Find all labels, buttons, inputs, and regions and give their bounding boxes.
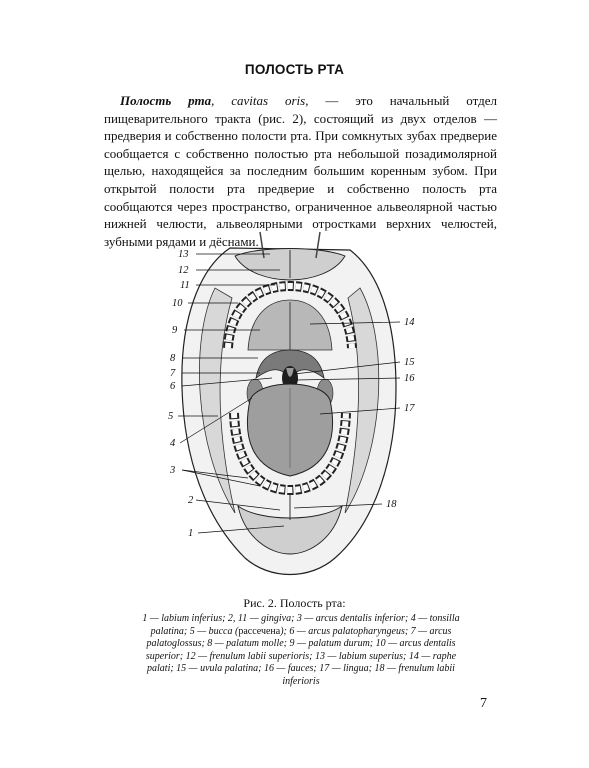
label-1: 1 — [188, 528, 194, 539]
body-paragraph — [104, 92, 497, 250]
label-7: 7 — [170, 368, 176, 379]
label-5: 5 — [168, 411, 174, 422]
label-18: 18 — [386, 499, 397, 510]
oral-cavity-drawing — [160, 228, 420, 590]
section-heading: ПОЛОСТЬ РТА — [244, 62, 345, 77]
label-8: 8 — [170, 353, 176, 364]
oral-cavity-illustration — [160, 228, 420, 595]
label-13: 13 — [178, 249, 189, 260]
paragraph-body: , — это начальный отдел пищеварительного тракта (рис. 2), состоящий из двух отделов — предверия и собственно полости рта. При сомкнутых зубах предверие сообщается с собственно полостью рта небольшой позадимолярной щелью, находящейся за последним большим коренным зубом. При открытой полости рта предверие и собственно полость рта сообщаются через пространство, ограниченное альвеолярной частью нижней челюсти, альвеолярными отростками верхних челюстей, зубными рядами и дёснами. — [104, 93, 497, 249]
label-6: 6 — [170, 381, 176, 392]
label-16: 16 — [404, 373, 415, 384]
page-number: 7 — [480, 696, 487, 711]
legend-parenthetical: рассечена — [238, 625, 281, 637]
legend-part-a: 1 — labium inferius; 2, 11 — gingiva; 3 — arcus dentalis inferior; 4 — tonsilla palatina; 5 — bucca ( — [142, 613, 460, 637]
term-separator: , — [211, 93, 232, 108]
label-15: 15 — [404, 357, 415, 368]
latin-term: cavitas oris — [231, 93, 306, 108]
figure-caption-title: Рис. 2. Полость рта: — [243, 596, 346, 610]
label-14: 14 — [404, 317, 415, 328]
label-2: 2 — [188, 495, 194, 506]
label-10: 10 — [172, 298, 183, 309]
label-3: 3 — [170, 465, 176, 476]
figure-legend — [140, 613, 462, 689]
label-4: 4 — [170, 438, 176, 449]
label-9: 9 — [172, 325, 178, 336]
term-bold: Полость рта — [120, 93, 212, 108]
label-12: 12 — [178, 265, 189, 276]
label-11: 11 — [180, 280, 190, 291]
legend-part-b: ); 6 — arcus palatopharyngeus; 7 — arcus palatoglossus; 8 — palatum molle; 9 — palatum durum; 10 — arcus dentalis superior; 12 — frenulum labii superioris; 13 — labium superius; 14 — raphe palati; 15 — uvula palatina; 16 — fauces; 17 — lingua; 18 — frenulum labii inferioris — [145, 625, 457, 687]
label-17: 17 — [404, 403, 415, 414]
